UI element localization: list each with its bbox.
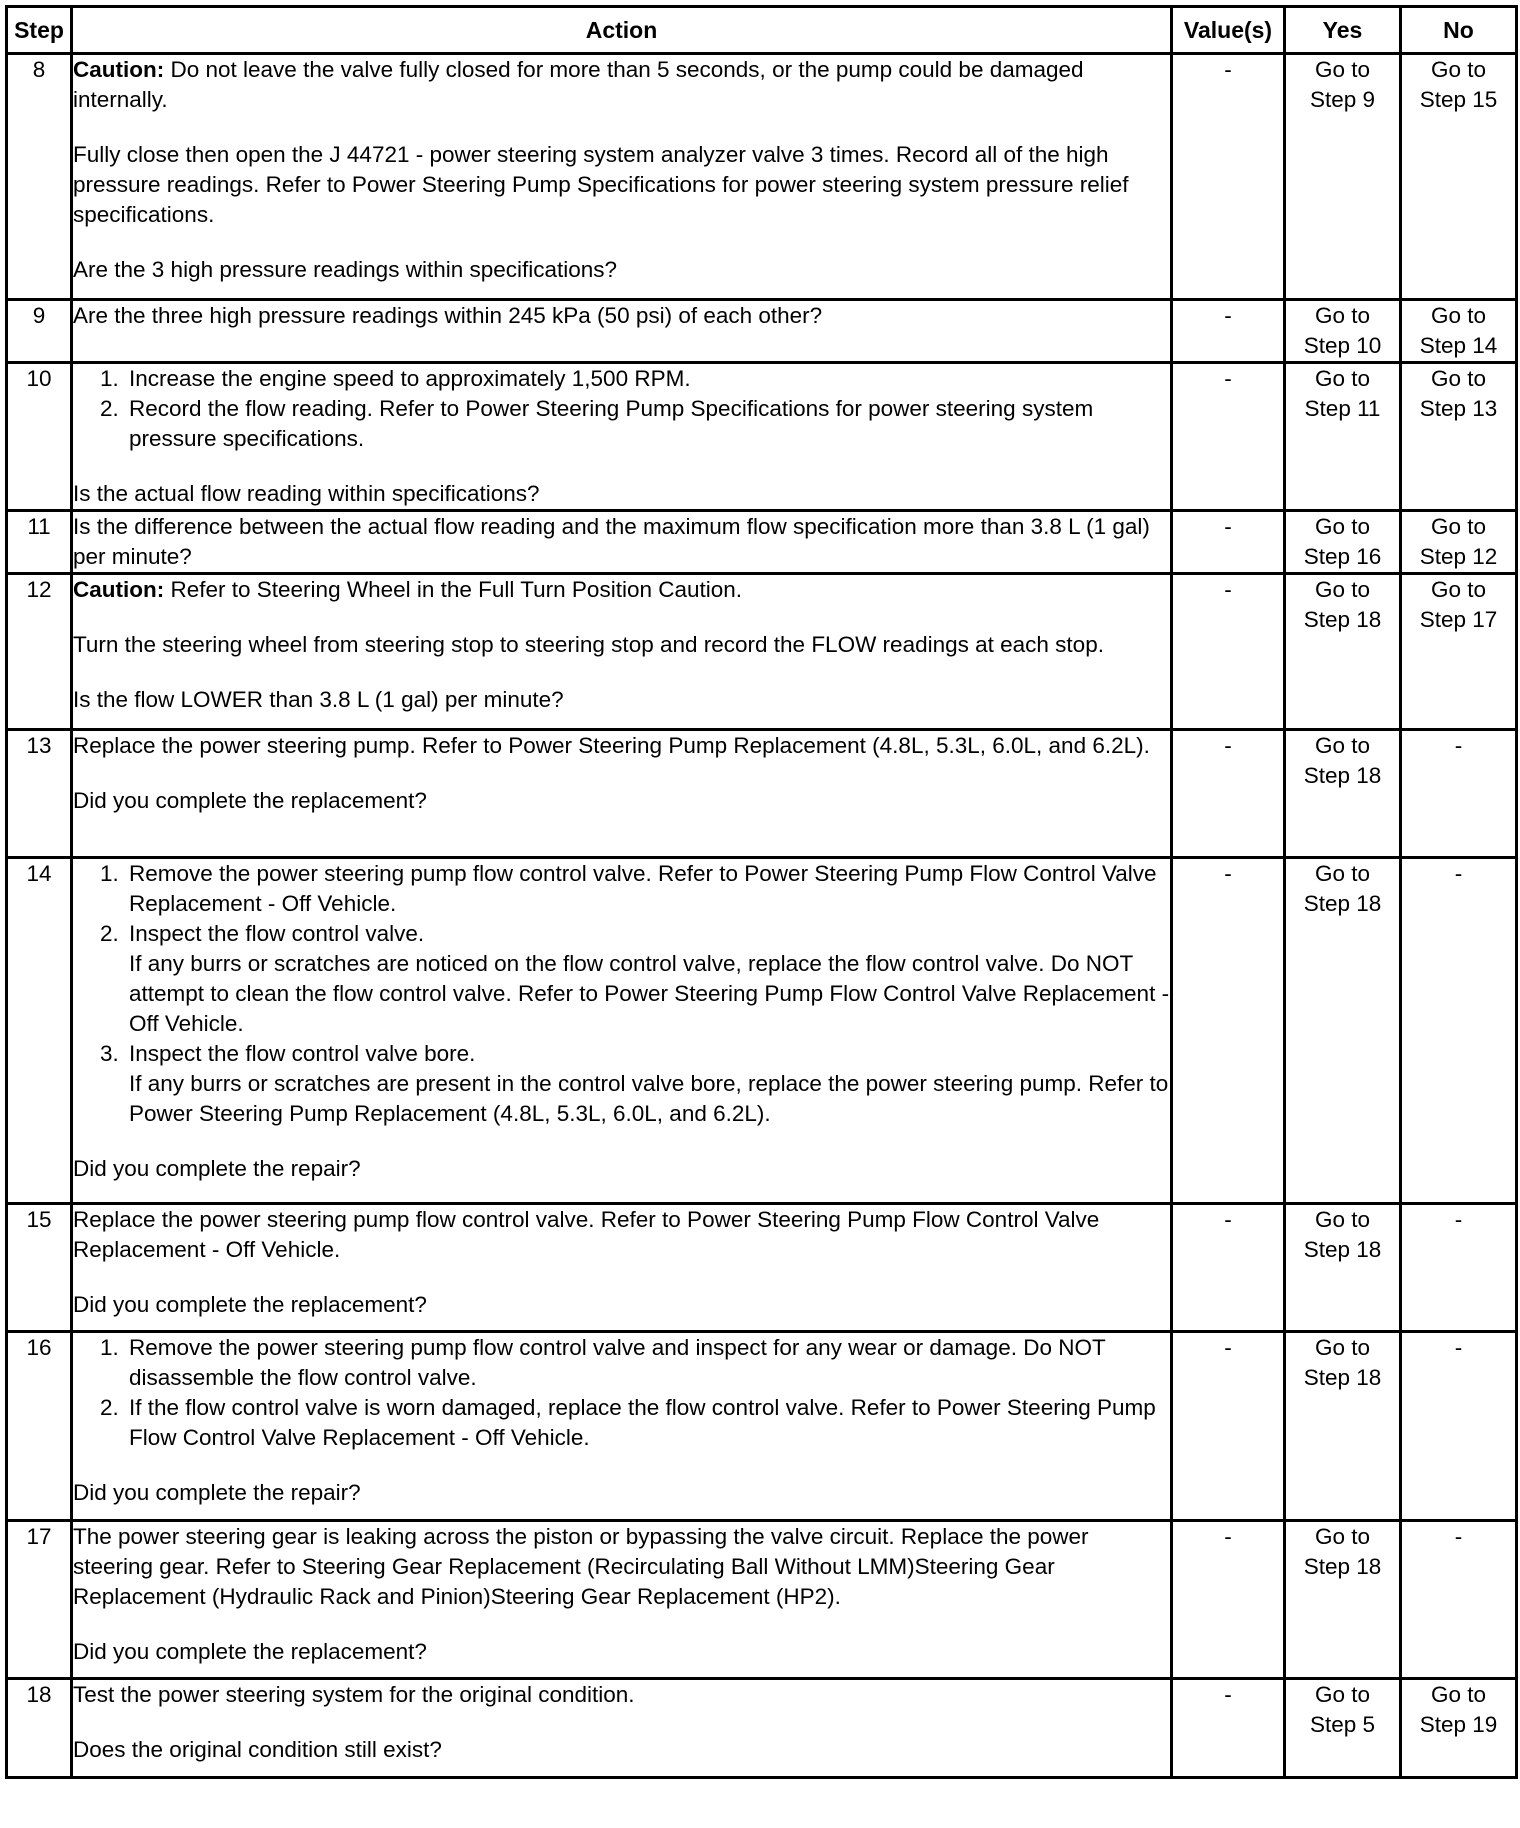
yes-goto[interactable] xyxy=(1285,1521,1401,1679)
action-question: Did you complete the replacement? xyxy=(73,788,427,813)
yes-goto-text: Go to Step 9 xyxy=(1309,57,1376,112)
action-question: Does the original condition still exist? xyxy=(73,1737,442,1762)
action-cell xyxy=(72,54,1172,300)
header-no: No xyxy=(1401,7,1517,54)
yes-goto-text: Go to Step 11 xyxy=(1304,366,1381,421)
value-cell: - xyxy=(1172,1679,1285,1778)
step-number: 11 xyxy=(7,511,72,574)
yes-goto-text: Go to Step 16 xyxy=(1303,514,1382,569)
yes-goto-text: Go to Step 10 xyxy=(1303,303,1382,358)
value-cell: - xyxy=(1172,574,1285,730)
action-body: Replace the power steering pump. Refer to Power Steering Pump Replacement (4.8L, 5.3L, 6.0L, and 6.2L). xyxy=(73,733,1150,758)
no-goto xyxy=(1401,1332,1517,1521)
action-cell xyxy=(72,363,1172,511)
no-goto-text: Go to Step 15 xyxy=(1419,57,1498,112)
caution-label: Caution: xyxy=(73,577,165,602)
yes-goto[interactable] xyxy=(1285,1204,1401,1332)
table-row xyxy=(7,1679,1517,1778)
no-goto-text: Go to Step 19 xyxy=(1419,1682,1498,1737)
table-row xyxy=(7,511,1517,574)
yes-goto-text: Go to Step 18 xyxy=(1303,577,1382,632)
action-question: Did you complete the repair? xyxy=(73,1156,361,1181)
value-cell: - xyxy=(1172,1204,1285,1332)
no-goto xyxy=(1401,858,1517,1204)
no-goto-text: Go to Step 13 xyxy=(1419,366,1498,421)
list-item-detail: If any burrs or scratches are noticed on the flow control valve, replace the flow control valve. Do NOT attempt to clean the flow control valve. Refer to Power Steering Pump Flow Control Valve Replacement - Off Vehicle. xyxy=(129,951,1170,1036)
table-row xyxy=(7,1521,1517,1679)
action-cell xyxy=(72,1332,1172,1521)
yes-goto[interactable] xyxy=(1285,574,1401,730)
value-cell: - xyxy=(1172,54,1285,300)
value-cell: - xyxy=(1172,1332,1285,1521)
yes-goto-text: Go to Step 18 xyxy=(1303,861,1382,916)
action-question: Are the 3 high pressure readings within specifications? xyxy=(73,257,618,282)
list-item-detail: If any burrs or scratches are present in the control valve bore, replace the power steering pump. Refer to Power Steering Pump Replacement (4.8L, 5.3L, 6.0L, and 6.2L). xyxy=(129,1071,1169,1126)
list-item: 1. Remove the power steering pump flow control valve and inspect for any wear or damage. Do NOT disassemble the flow control valve. xyxy=(125,1333,1170,1393)
yes-goto[interactable] xyxy=(1285,363,1401,511)
step-number: 13 xyxy=(7,730,72,858)
action-steps-list xyxy=(73,1333,1170,1453)
action-cell xyxy=(72,300,1172,363)
no-goto xyxy=(1401,730,1517,858)
caution-note xyxy=(73,575,1170,605)
action-question: Did you complete the replacement? xyxy=(73,1292,427,1317)
list-item: 2. Record the flow reading. Refer to Power Steering Pump Specifications for power steering system pressure specifications. xyxy=(125,394,1170,454)
value-cell: - xyxy=(1172,511,1285,574)
step-number: 14 xyxy=(7,858,72,1204)
action-cell xyxy=(72,858,1172,1204)
table-row xyxy=(7,300,1517,363)
step-number: 10 xyxy=(7,363,72,511)
yes-goto-text: Go to Step 18 xyxy=(1303,1207,1382,1262)
list-item: 2. If the flow control valve is worn damaged, replace the flow control valve. Refer to Power Steering Pump Flow Control Valve Replacement - Off Vehicle. xyxy=(125,1393,1170,1453)
action-body: Turn the steering wheel from steering stop to steering stop and record the FLOW readings at each stop. xyxy=(73,632,1104,657)
action-question: Is the actual flow reading within specifications? xyxy=(73,481,540,506)
no-goto[interactable] xyxy=(1401,574,1517,730)
yes-goto[interactable] xyxy=(1285,1332,1401,1521)
step-number: 16 xyxy=(7,1332,72,1521)
action-cell xyxy=(72,1679,1172,1778)
caution-text: Refer to Steering Wheel in the Full Turn Position Caution. xyxy=(164,577,743,602)
no-goto-text: - xyxy=(1454,733,1463,758)
no-goto[interactable] xyxy=(1401,363,1517,511)
list-item xyxy=(125,919,1170,1039)
action-question: Did you complete the replacement? xyxy=(73,1639,427,1664)
yes-goto[interactable] xyxy=(1285,1679,1401,1778)
table-row xyxy=(7,363,1517,511)
value-cell: - xyxy=(1172,1521,1285,1679)
no-goto-text: - xyxy=(1454,861,1463,886)
yes-goto-text: Go to Step 5 xyxy=(1309,1682,1376,1737)
action-body: Fully close then open the J 44721 - power steering system analyzer valve 3 times. Record all of the high pressure readings. Refer to Power Steering Pump Specifications for power steering system pressure relief specifications. xyxy=(73,142,1129,227)
list-item: 1. Increase the engine speed to approximately 1,500 RPM. xyxy=(125,364,1170,394)
caution-note xyxy=(73,55,1170,115)
yes-goto[interactable] xyxy=(1285,54,1401,300)
action-cell xyxy=(72,730,1172,858)
list-item-title: Inspect the flow control valve. xyxy=(129,921,425,946)
step-number: 8 xyxy=(7,54,72,300)
table-row xyxy=(7,730,1517,858)
list-item-title: Remove the power steering pump flow control valve. Refer to Power Steering Pump Flow Control Valve Replacement - Off Vehicle. xyxy=(129,861,1157,916)
table-header-row xyxy=(7,7,1517,54)
yes-goto-text: Go to Step 18 xyxy=(1303,733,1382,788)
no-goto xyxy=(1401,1521,1517,1679)
yes-goto-text: Go to Step 18 xyxy=(1303,1335,1382,1390)
step-number: 9 xyxy=(7,300,72,363)
table-row xyxy=(7,54,1517,300)
diagnostic-steps-table xyxy=(5,5,1518,1779)
caution-text: Do not leave the valve fully closed for more than 5 seconds, or the pump could be damaged internally. xyxy=(73,57,1084,112)
header-yes: Yes xyxy=(1285,7,1401,54)
action-question: Is the difference between the actual flow reading and the maximum flow specification more than 3.8 L (1 gal) per minute? xyxy=(73,514,1150,569)
table-row xyxy=(7,1332,1517,1521)
no-goto[interactable] xyxy=(1401,1679,1517,1778)
yes-goto[interactable] xyxy=(1285,730,1401,858)
action-steps-list xyxy=(73,859,1170,1129)
list-item-title: Inspect the flow control valve bore. xyxy=(129,1041,476,1066)
no-goto[interactable] xyxy=(1401,511,1517,574)
action-question: Are the three high pressure readings within 245 kPa (50 psi) of each other? xyxy=(73,303,823,328)
no-goto xyxy=(1401,1204,1517,1332)
no-goto[interactable] xyxy=(1401,54,1517,300)
action-cell xyxy=(72,1521,1172,1679)
action-question: Is the flow LOWER than 3.8 L (1 gal) per minute? xyxy=(73,687,564,712)
yes-goto[interactable] xyxy=(1285,858,1401,1204)
diagnostic-table-sheet xyxy=(5,5,1515,1823)
no-goto[interactable] xyxy=(1401,300,1517,363)
no-goto-text: Go to Step 14 xyxy=(1419,303,1498,358)
action-cell xyxy=(72,511,1172,574)
value-cell: - xyxy=(1172,730,1285,858)
action-question: Did you complete the repair? xyxy=(73,1480,361,1505)
caution-label: Caution: xyxy=(73,57,165,82)
value-cell: - xyxy=(1172,363,1285,511)
list-item xyxy=(125,859,1170,919)
header-values: Value(s) xyxy=(1172,7,1285,54)
table-row xyxy=(7,1204,1517,1332)
step-number: 18 xyxy=(7,1679,72,1778)
no-goto-text: - xyxy=(1454,1207,1463,1232)
yes-goto[interactable] xyxy=(1285,511,1401,574)
step-number: 17 xyxy=(7,1521,72,1679)
step-number: 15 xyxy=(7,1204,72,1332)
yes-goto[interactable] xyxy=(1285,300,1401,363)
no-goto-text: Go to Step 17 xyxy=(1419,577,1498,632)
action-body: Replace the power steering pump flow control valve. Refer to Power Steering Pump Flow Control Valve Replacement - Off Vehicle. xyxy=(73,1207,1100,1262)
no-goto-text: Go to Step 12 xyxy=(1419,514,1498,569)
table-row xyxy=(7,574,1517,730)
step-number: 12 xyxy=(7,574,72,730)
action-body: Test the power steering system for the original condition. xyxy=(73,1682,635,1707)
value-cell: - xyxy=(1172,300,1285,363)
action-steps-list xyxy=(73,364,1170,454)
table-row xyxy=(7,858,1517,1204)
action-body: The power steering gear is leaking across the piston or bypassing the valve circuit. Replace the power steering gear. Refer to Steering Gear Replacement (Recirculating Ball Without LMM)Steering Gear Replacement (Hydraulic Rack and Pinion)Steering Gear Replacement (HP2). xyxy=(73,1524,1089,1609)
yes-goto-text: Go to Step 18 xyxy=(1303,1524,1382,1579)
value-cell: - xyxy=(1172,858,1285,1204)
header-step: Step xyxy=(7,7,72,54)
header-action: Action xyxy=(72,7,1172,54)
list-item xyxy=(125,1039,1170,1129)
action-cell xyxy=(72,1204,1172,1332)
no-goto-text: - xyxy=(1454,1335,1463,1360)
no-goto-text: - xyxy=(1454,1524,1463,1549)
action-cell xyxy=(72,574,1172,730)
